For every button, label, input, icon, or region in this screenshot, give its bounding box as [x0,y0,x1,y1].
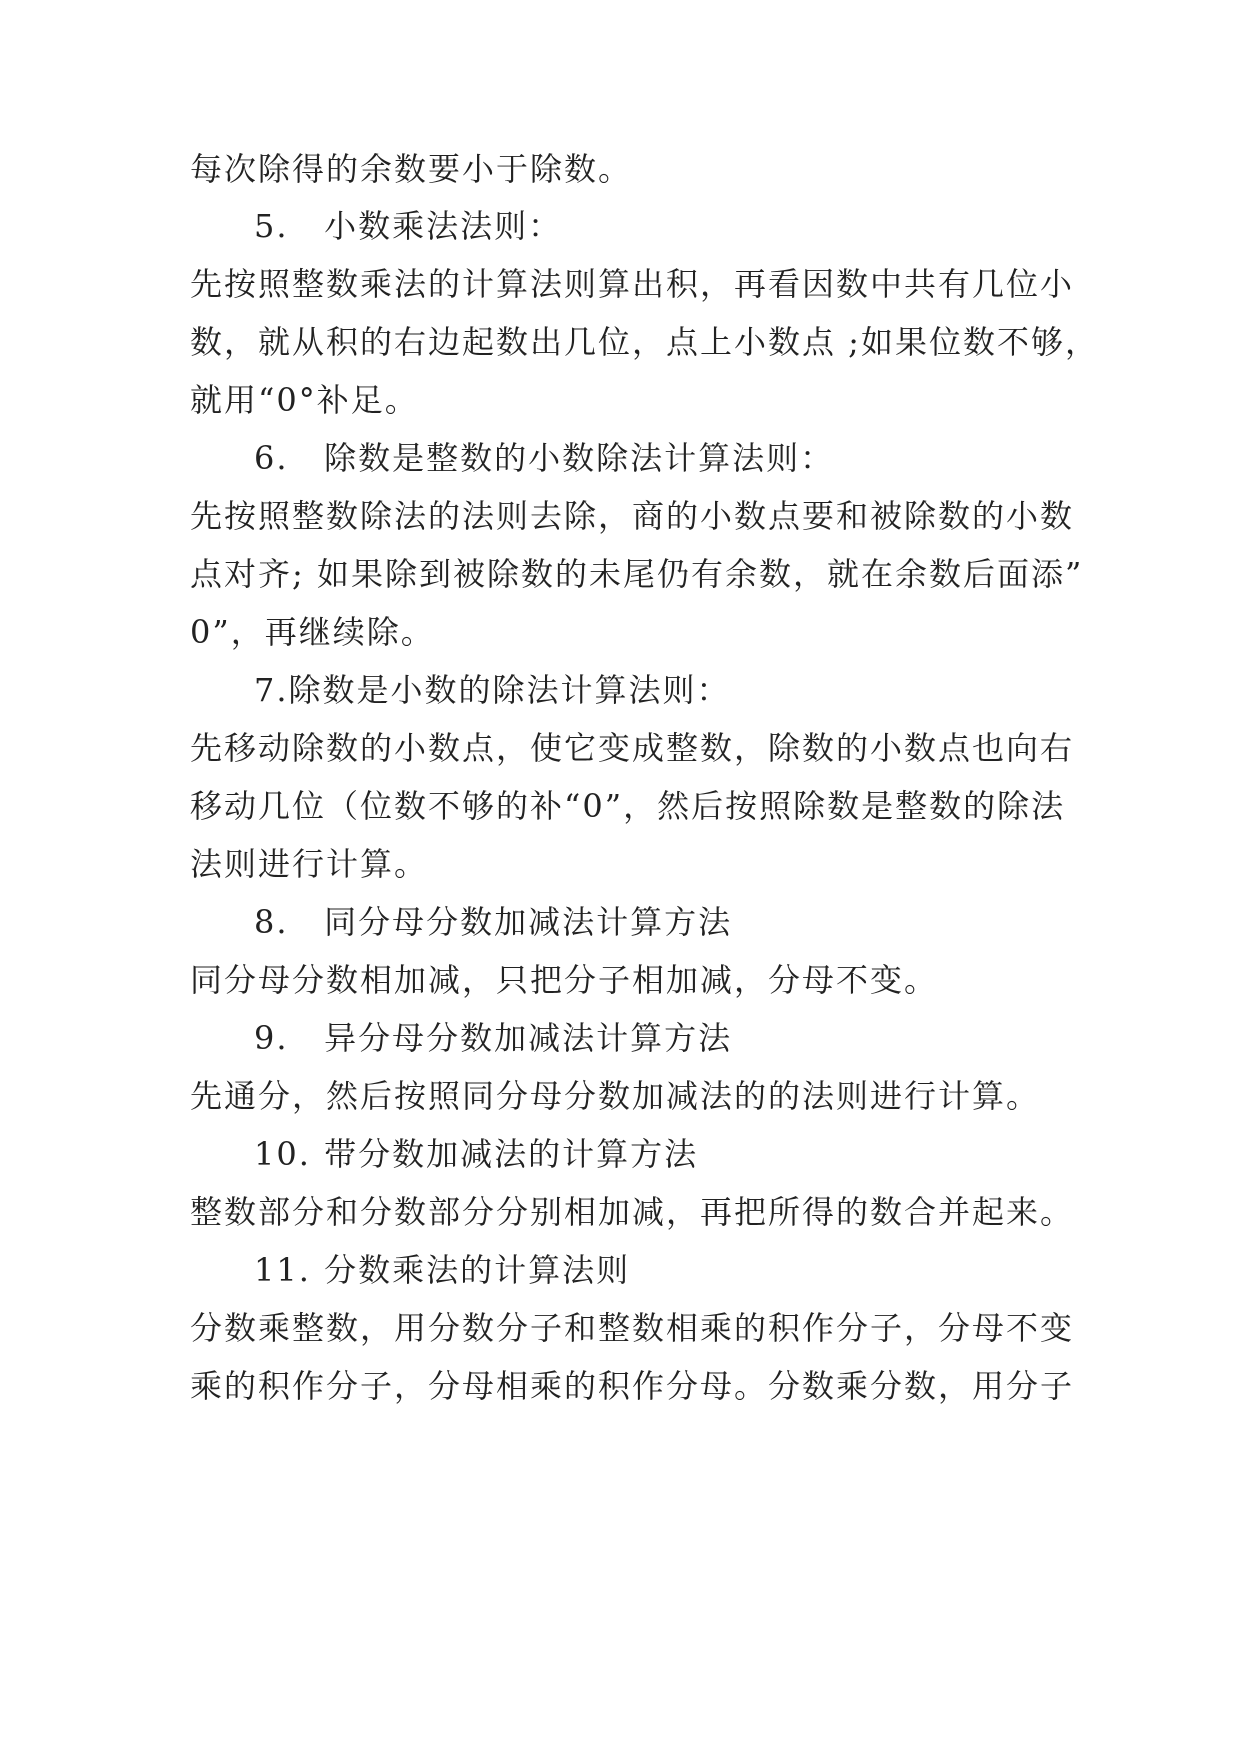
body-line: 乘的积作分子，分母相乘的积作分母。分数乘分数，用分子 [190,1367,1075,1405]
body-line: 0”，再继续除。 [190,613,435,651]
body-line: 移动几位（位数不够的补“0”，然后按照除数是整数的除法 [190,787,1066,825]
body-line: 整数部分和分数部分分别相加减，再把所得的数合并起来。 [190,1193,1075,1231]
body-line: 先按照整数除法的法则去除，商的小数点要和被除数的小数 [190,497,1075,535]
section-title: 小数乘法法则： [324,207,563,245]
section-heading-8 [254,902,732,942]
section-number: 8. [254,903,289,941]
body-line: 同分母分数相加减，只把分子相加减，分母不变。 [190,961,939,999]
section-heading-7 [254,670,731,710]
section-title: 除数是小数的除法计算法则： [288,671,731,709]
section-heading-11 [254,1250,630,1290]
body-line: 法则进行计算。 [190,845,429,883]
section-number: 11. [254,1251,311,1289]
section-title: 带分数加减法的计算方法 [324,1135,699,1173]
section-number: 10. [254,1135,311,1173]
section-title: 异分母分数加减法计算方法 [324,1019,733,1057]
section-heading-5 [254,206,562,246]
body-line: 就用“0°补足。 [190,381,419,419]
section-number: 9. [254,1019,289,1057]
body-line: 点对齐; 如果除到被除数的未尾仍有余数，就在余数后面添” [190,555,1084,593]
body-line: 分数乘整数，用分数分子和整数相乘的积作分子，分母不变 [190,1309,1075,1347]
section-title: 除数是整数的小数除法计算法则： [324,439,835,477]
body-line: 每次除得的余数要小于除数。 [190,150,633,188]
section-title: 同分母分数加减法计算方法 [324,903,733,941]
section-heading-6 [254,438,834,478]
body-line: 数，就从积的右边起数出几位，点上小数点 ;如果位数不够， [190,323,1099,361]
section-heading-9 [254,1018,732,1058]
body-line: 先按照整数乘法的计算法则算出积，再看因数中共有几位小 [190,265,1075,303]
section-title: 分数乘法的计算法则 [324,1251,631,1289]
section-number: 5. [254,207,289,245]
body-line: 先移动除数的小数点，使它变成整数，除数的小数点也向右 [190,729,1075,767]
section-heading-10 [254,1134,698,1174]
body-line: 先通分，然后按照同分母分数加减法的的法则进行计算。 [190,1077,1041,1115]
section-number: 7. [254,671,289,709]
section-number: 6. [254,439,289,477]
